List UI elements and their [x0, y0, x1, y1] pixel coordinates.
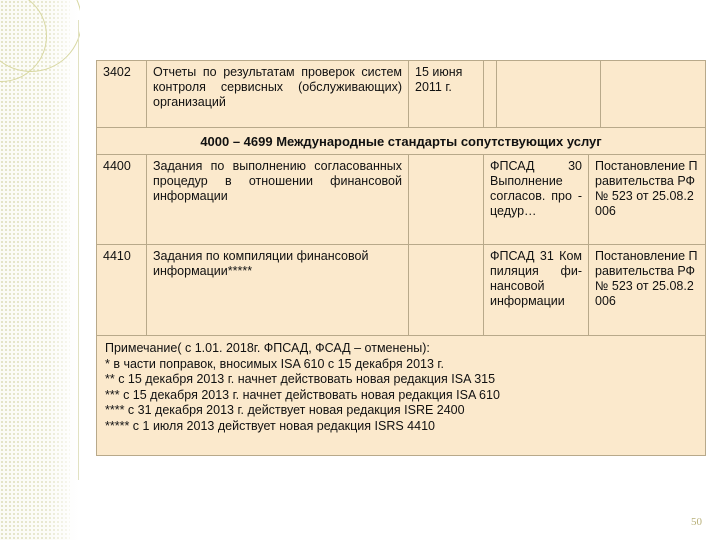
row-decree: Постановление Правительства РФ № 523 от 25.08.2006	[595, 159, 698, 218]
cell-date	[409, 61, 484, 127]
decorative-sidebar	[0, 0, 80, 540]
standards-table	[96, 60, 706, 456]
note-line: ** с 15 декабря 2013 г. начнет действовать новая редакция ISA 315	[105, 372, 496, 386]
notes-block	[97, 336, 705, 454]
cell-title	[147, 245, 409, 335]
row-code: 4400	[103, 159, 131, 173]
cell-fpsad	[484, 245, 589, 335]
cell-decree	[589, 155, 705, 244]
row-code: 4410	[103, 249, 131, 263]
note-line: * в части поправок, вносимых ISA 610 с 15 декабря 2013 г.	[105, 356, 444, 371]
table-row	[97, 245, 705, 336]
row-code: 3402	[103, 65, 131, 79]
cell-empty	[601, 61, 705, 127]
cell-code	[97, 61, 147, 127]
row-title: Задания по выполнению согласованных процедур в отношении финансовой информации	[153, 159, 402, 203]
cell-date	[409, 245, 484, 335]
cell-date	[409, 155, 484, 244]
row-decree: Постановление Правительства РФ № 523 от 25.08.2006	[595, 249, 698, 308]
cell-decree	[589, 245, 705, 335]
cell-title	[147, 155, 409, 244]
note-line: *** с 15 декабря 2013 г. начнет действовать новая редакция ISA 610	[105, 387, 500, 402]
note-line: Примечание( с 1.01. 2018г. ФПСАД, ФСАД – отменены):	[105, 341, 430, 355]
cell-title	[147, 61, 409, 127]
cell-fpsad	[484, 155, 589, 244]
note-line: **** с 31 декабря 2013 г. действует новая редакция ISRE 2400	[105, 403, 465, 417]
row-date: 15 июня 2011 г.	[415, 65, 463, 94]
note-line: ***** с 1 июля 2013 действует новая редакция ISRS 4410	[105, 418, 435, 433]
row-title: Задания по компиляции финансовой информации*****	[153, 249, 369, 278]
table-row	[97, 61, 705, 128]
decorative-rule	[78, 20, 79, 480]
cell-code	[97, 245, 147, 335]
cell-empty	[489, 61, 601, 127]
table-row	[97, 155, 705, 245]
section-header	[97, 128, 705, 155]
row-fpsad: ФПСАД 30 Выполнение согласов. про - цедур…	[490, 159, 582, 218]
cell-code	[97, 155, 147, 244]
row-title: Отчеты по результатам проверок систем контроля сервисных (обслуживающих) организаций	[153, 65, 402, 109]
section-header-text: 4000 – 4699 Международные стандарты сопутствующих услуг	[200, 134, 602, 149]
row-fpsad: ФПСАД 31 Ком пиляция фи- нансовой информации	[490, 249, 582, 308]
page-number: 50	[691, 516, 702, 528]
